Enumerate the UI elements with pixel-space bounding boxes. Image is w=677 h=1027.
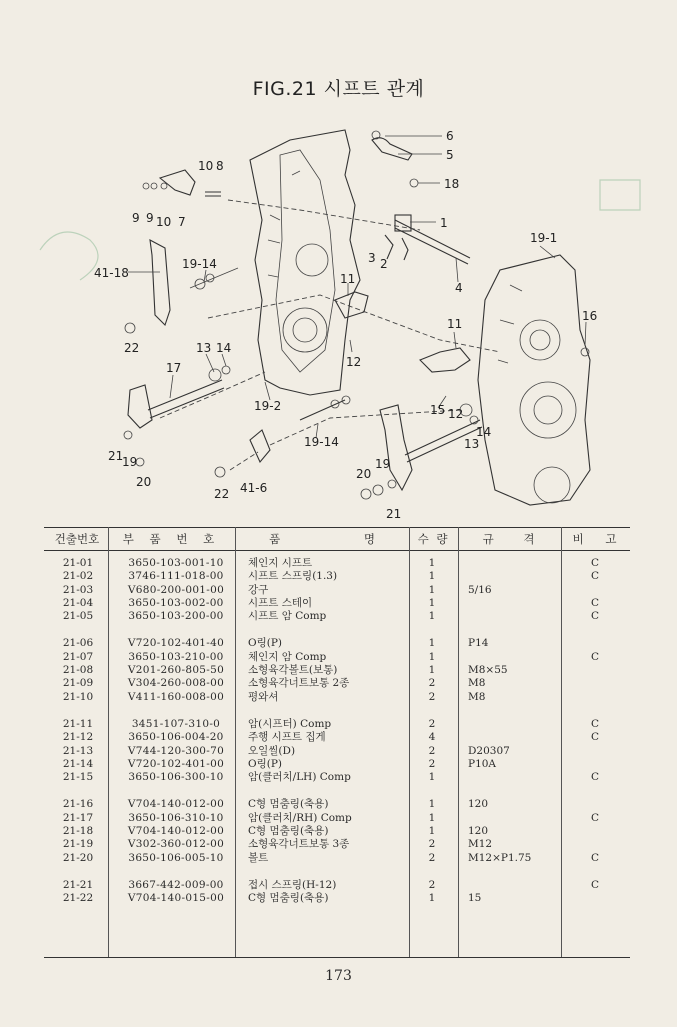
- cell-quantity: 1: [428, 664, 436, 677]
- table-row: [44, 745, 630, 758]
- callout-6: 6: [446, 129, 454, 143]
- callout-11: 11: [340, 272, 356, 286]
- table-row: [44, 798, 630, 811]
- table-row: [44, 570, 630, 583]
- table-row: [44, 758, 630, 771]
- figure-title: FIG.21 시프트 관계: [252, 78, 425, 100]
- cell-part-name: 볼트: [248, 851, 269, 864]
- cell-spec: 15: [468, 892, 482, 905]
- assembly-guide-lines: [160, 200, 500, 470]
- header-remark: 비 고: [572, 532, 619, 546]
- table-row: [44, 825, 630, 838]
- cell-quantity: 1: [428, 825, 436, 838]
- table-row: [44, 584, 630, 597]
- cell-index-no: 21-08: [62, 664, 94, 677]
- table-row: [44, 838, 630, 851]
- cell-spec: M12×P1.75: [468, 851, 532, 864]
- cell-part-number: V680-200-001-00: [127, 583, 225, 596]
- cell-index-no: 21-19: [62, 838, 94, 851]
- table-header: [44, 531, 630, 549]
- table-row: [44, 718, 630, 731]
- cell-part-name: 시프트 스테이: [248, 596, 313, 609]
- cell-part-number: V704-140-012-00: [127, 798, 225, 811]
- callout-13: 13: [464, 437, 480, 451]
- cell-index-no: 21-07: [62, 650, 94, 663]
- callout-21: 21: [386, 507, 402, 520]
- callout-7: 7: [178, 215, 186, 229]
- callout-3: 3: [368, 251, 376, 265]
- page-number: 173: [325, 968, 352, 984]
- cell-remark: C: [590, 851, 600, 864]
- cell-index-no: 21-05: [62, 610, 94, 623]
- cell-quantity: 1: [428, 570, 436, 583]
- cell-part-name: 암(클러치/LH) Comp: [248, 771, 351, 784]
- cell-spec: 120: [468, 798, 489, 811]
- callout-22: 22: [214, 487, 230, 501]
- cell-quantity: 1: [428, 771, 436, 784]
- callout-10: 10: [198, 159, 214, 173]
- callout-4: 4: [455, 281, 463, 295]
- cell-part-name: 소형육각너트보통 3종: [248, 838, 350, 851]
- header-index-no: 건출번호: [54, 532, 100, 546]
- callout-18: 18: [444, 177, 460, 191]
- cell-index-no: 21-11: [62, 717, 94, 730]
- callout-21: 21: [108, 449, 124, 463]
- cell-part-name: 소형육각볼트(보통): [248, 664, 338, 677]
- cell-remark: C: [590, 717, 600, 730]
- cell-part-name: C형 멈춤링(축용): [248, 892, 329, 905]
- background-mark: [600, 180, 640, 210]
- table-row: [44, 852, 630, 865]
- cell-part-name: 주행 시프트 집게: [248, 731, 326, 744]
- parts-list: [44, 557, 630, 906]
- cell-part-number: V302-360-012-00: [127, 838, 225, 851]
- callout-14: 14: [476, 425, 492, 439]
- header-part-name: 품 명: [269, 532, 375, 546]
- header-quantity: 수 량: [417, 532, 450, 546]
- cell-remark: C: [590, 596, 600, 609]
- callout-16: 16: [582, 309, 598, 323]
- cell-index-no: 21-17: [62, 811, 94, 824]
- cell-remark: C: [590, 557, 600, 569]
- callout-41-6: 41-6: [240, 481, 268, 495]
- header-spec: 규 격: [482, 532, 537, 546]
- cell-part-name: C형 멈춤링(축용): [248, 825, 329, 838]
- cell-spec: M12: [468, 838, 493, 851]
- cell-index-no: 21-13: [62, 744, 94, 757]
- cell-index-no: 21-09: [62, 677, 94, 690]
- cell-quantity: 2: [428, 851, 436, 864]
- cell-part-number: 3650-106-004-20: [128, 731, 224, 744]
- cell-part-name: C형 멈춤링(축용): [248, 798, 329, 811]
- cell-quantity: 1: [428, 811, 436, 824]
- table-row: [44, 557, 630, 570]
- cell-index-no: 21-10: [62, 690, 94, 703]
- cell-index-no: 21-20: [62, 851, 94, 864]
- cell-index-no: 21-04: [62, 596, 94, 609]
- callout-15: 15: [430, 403, 446, 417]
- cell-index-no: 21-16: [62, 798, 94, 811]
- cell-index-no: 21-14: [62, 757, 94, 770]
- cell-index-no: 21-21: [62, 878, 94, 891]
- callout-22: 22: [124, 341, 140, 355]
- cell-part-number: 3746-111-018-00: [128, 570, 224, 583]
- cell-index-no: 21-01: [62, 557, 94, 569]
- callout-20: 20: [136, 475, 152, 489]
- cell-remark: C: [590, 878, 600, 891]
- background-mark: [40, 232, 98, 280]
- cell-spec: 5/16: [468, 583, 492, 596]
- cell-quantity: 1: [428, 557, 436, 569]
- cell-part-number: V720-102-401-40: [127, 637, 225, 650]
- cell-part-number: V704-140-015-00: [127, 892, 225, 905]
- cell-quantity: 2: [428, 690, 436, 703]
- cell-part-number: 3650-106-310-10: [128, 811, 224, 824]
- callout-19-14: 19-14: [304, 435, 339, 449]
- cell-part-name: 강구: [248, 583, 269, 596]
- cell-remark: C: [590, 811, 600, 824]
- cell-index-no: 21-03: [62, 583, 94, 596]
- callout-41-18: 41-18: [94, 266, 129, 280]
- callout-1: 1: [440, 216, 448, 230]
- cell-part-name: 시프트 스프링(1.3): [248, 570, 338, 583]
- table-row: [44, 892, 630, 905]
- callout-2: 2: [380, 257, 388, 271]
- callout-19: 19: [122, 455, 138, 469]
- cell-quantity: 2: [428, 757, 436, 770]
- cell-part-number: 3650-106-300-10: [128, 771, 224, 784]
- cell-spec: M8×55: [468, 664, 508, 677]
- cell-part-number: 3650-103-210-00: [128, 650, 224, 663]
- cell-part-name: 시프트 암 Comp: [248, 610, 327, 623]
- cell-remark: C: [590, 570, 600, 583]
- table-row: [44, 731, 630, 744]
- callout-9: 9: [132, 211, 140, 225]
- callout-12: 12: [346, 355, 362, 369]
- table-header-rule: [44, 550, 630, 551]
- cell-part-number: V704-140-012-00: [127, 825, 225, 838]
- cell-quantity: 2: [428, 677, 436, 690]
- cell-index-no: 21-15: [62, 771, 94, 784]
- callout-19-14: 19-14: [182, 257, 217, 271]
- callout-10: 10: [156, 215, 172, 229]
- table-row: [44, 812, 630, 825]
- cell-spec: 120: [468, 825, 489, 838]
- cell-part-number: 3650-103-001-10: [128, 557, 224, 569]
- cell-part-name: 체인지 시프트: [248, 557, 313, 569]
- callout-5: 5: [446, 148, 454, 162]
- cell-part-number: V304-260-008-00: [127, 677, 225, 690]
- cell-quantity: 1: [428, 610, 436, 623]
- callout-19: 19: [375, 457, 391, 471]
- cell-spec: M8: [468, 690, 486, 703]
- cell-quantity: 1: [428, 650, 436, 663]
- cell-part-number: 3451-107-310-0: [131, 717, 221, 730]
- cell-quantity: 1: [428, 798, 436, 811]
- cell-quantity: 1: [428, 892, 436, 905]
- cell-part-number: 3650-103-200-00: [128, 610, 224, 623]
- callout-13: 13: [196, 341, 212, 355]
- cell-quantity: 1: [428, 637, 436, 650]
- cell-remark: C: [590, 650, 600, 663]
- cell-part-number: 3650-103-002-00: [128, 596, 224, 609]
- callout-14: 14: [216, 341, 232, 355]
- cell-spec: D20307: [468, 744, 510, 757]
- change-shift-assembly: [372, 131, 470, 264]
- cell-part-number: V411-160-008-00: [127, 690, 225, 703]
- cell-part-number: 3650-106-005-10: [128, 851, 224, 864]
- cell-quantity: 2: [428, 878, 436, 891]
- cell-index-no: 21-02: [62, 570, 94, 583]
- cell-part-name: 평와셔: [248, 690, 279, 703]
- cell-remark: C: [590, 731, 600, 744]
- callout-19-2: 19-2: [254, 399, 282, 413]
- cell-remark: C: [590, 771, 600, 784]
- cell-part-name: 암(클러치/RH) Comp: [248, 811, 352, 824]
- cell-quantity: 1: [428, 596, 436, 609]
- cell-part-number: V201-260-805-50: [127, 664, 225, 677]
- cell-quantity: 4: [428, 731, 436, 744]
- cell-part-name: O링(P): [248, 757, 283, 770]
- cell-part-name: 암(시프터) Comp: [248, 717, 332, 730]
- table-row: [44, 610, 630, 623]
- callout-19-1: 19-1: [530, 231, 558, 245]
- callout-11: 11: [447, 317, 463, 331]
- callout-9: 9: [146, 211, 154, 225]
- cell-part-number: V744-120-300-70: [127, 744, 225, 757]
- cell-part-name: 소형육각너트보통 2종: [248, 677, 350, 690]
- cell-quantity: 2: [428, 717, 436, 730]
- callout-20: 20: [356, 467, 372, 481]
- header-part-number: 부 품 번 호: [122, 532, 221, 546]
- table-row: [44, 597, 630, 610]
- callout-12: 12: [448, 407, 464, 421]
- table-row: [44, 677, 630, 690]
- cell-quantity: 2: [428, 838, 436, 851]
- cell-part-name: O링(P): [248, 637, 283, 650]
- table-row: [44, 664, 630, 677]
- callout-8: 8: [216, 159, 224, 173]
- cell-remark: C: [590, 610, 600, 623]
- table-top-rule: [44, 527, 630, 528]
- callout-17: 17: [166, 361, 182, 375]
- table-bottom-rule: [44, 957, 630, 958]
- table-row: [44, 691, 630, 704]
- cell-index-no: 21-18: [62, 825, 94, 838]
- transmission-housing: [250, 130, 360, 395]
- cell-part-number: V720-102-401-00: [127, 757, 225, 770]
- table-row: [44, 771, 630, 784]
- table-row: [44, 879, 630, 892]
- cell-part-name: 체인지 암 Comp: [248, 650, 327, 663]
- transmission-case-right: [478, 255, 590, 505]
- cell-quantity: 2: [428, 744, 436, 757]
- table-row: [44, 637, 630, 650]
- cell-part-name: 접시 스프링(H-12): [248, 878, 337, 891]
- table-row: [44, 651, 630, 664]
- cell-spec: P10A: [468, 757, 497, 770]
- cell-index-no: 21-06: [62, 637, 94, 650]
- cell-index-no: 21-22: [62, 892, 94, 905]
- cell-quantity: 1: [428, 583, 436, 596]
- cell-part-number: 3667-442-009-00: [128, 878, 224, 891]
- cell-spec: M8: [468, 677, 486, 690]
- shift-arm-left: [125, 170, 238, 333]
- cell-index-no: 21-12: [62, 731, 94, 744]
- cell-part-name: 오일씰(D): [248, 744, 296, 757]
- cell-spec: P14: [468, 637, 489, 650]
